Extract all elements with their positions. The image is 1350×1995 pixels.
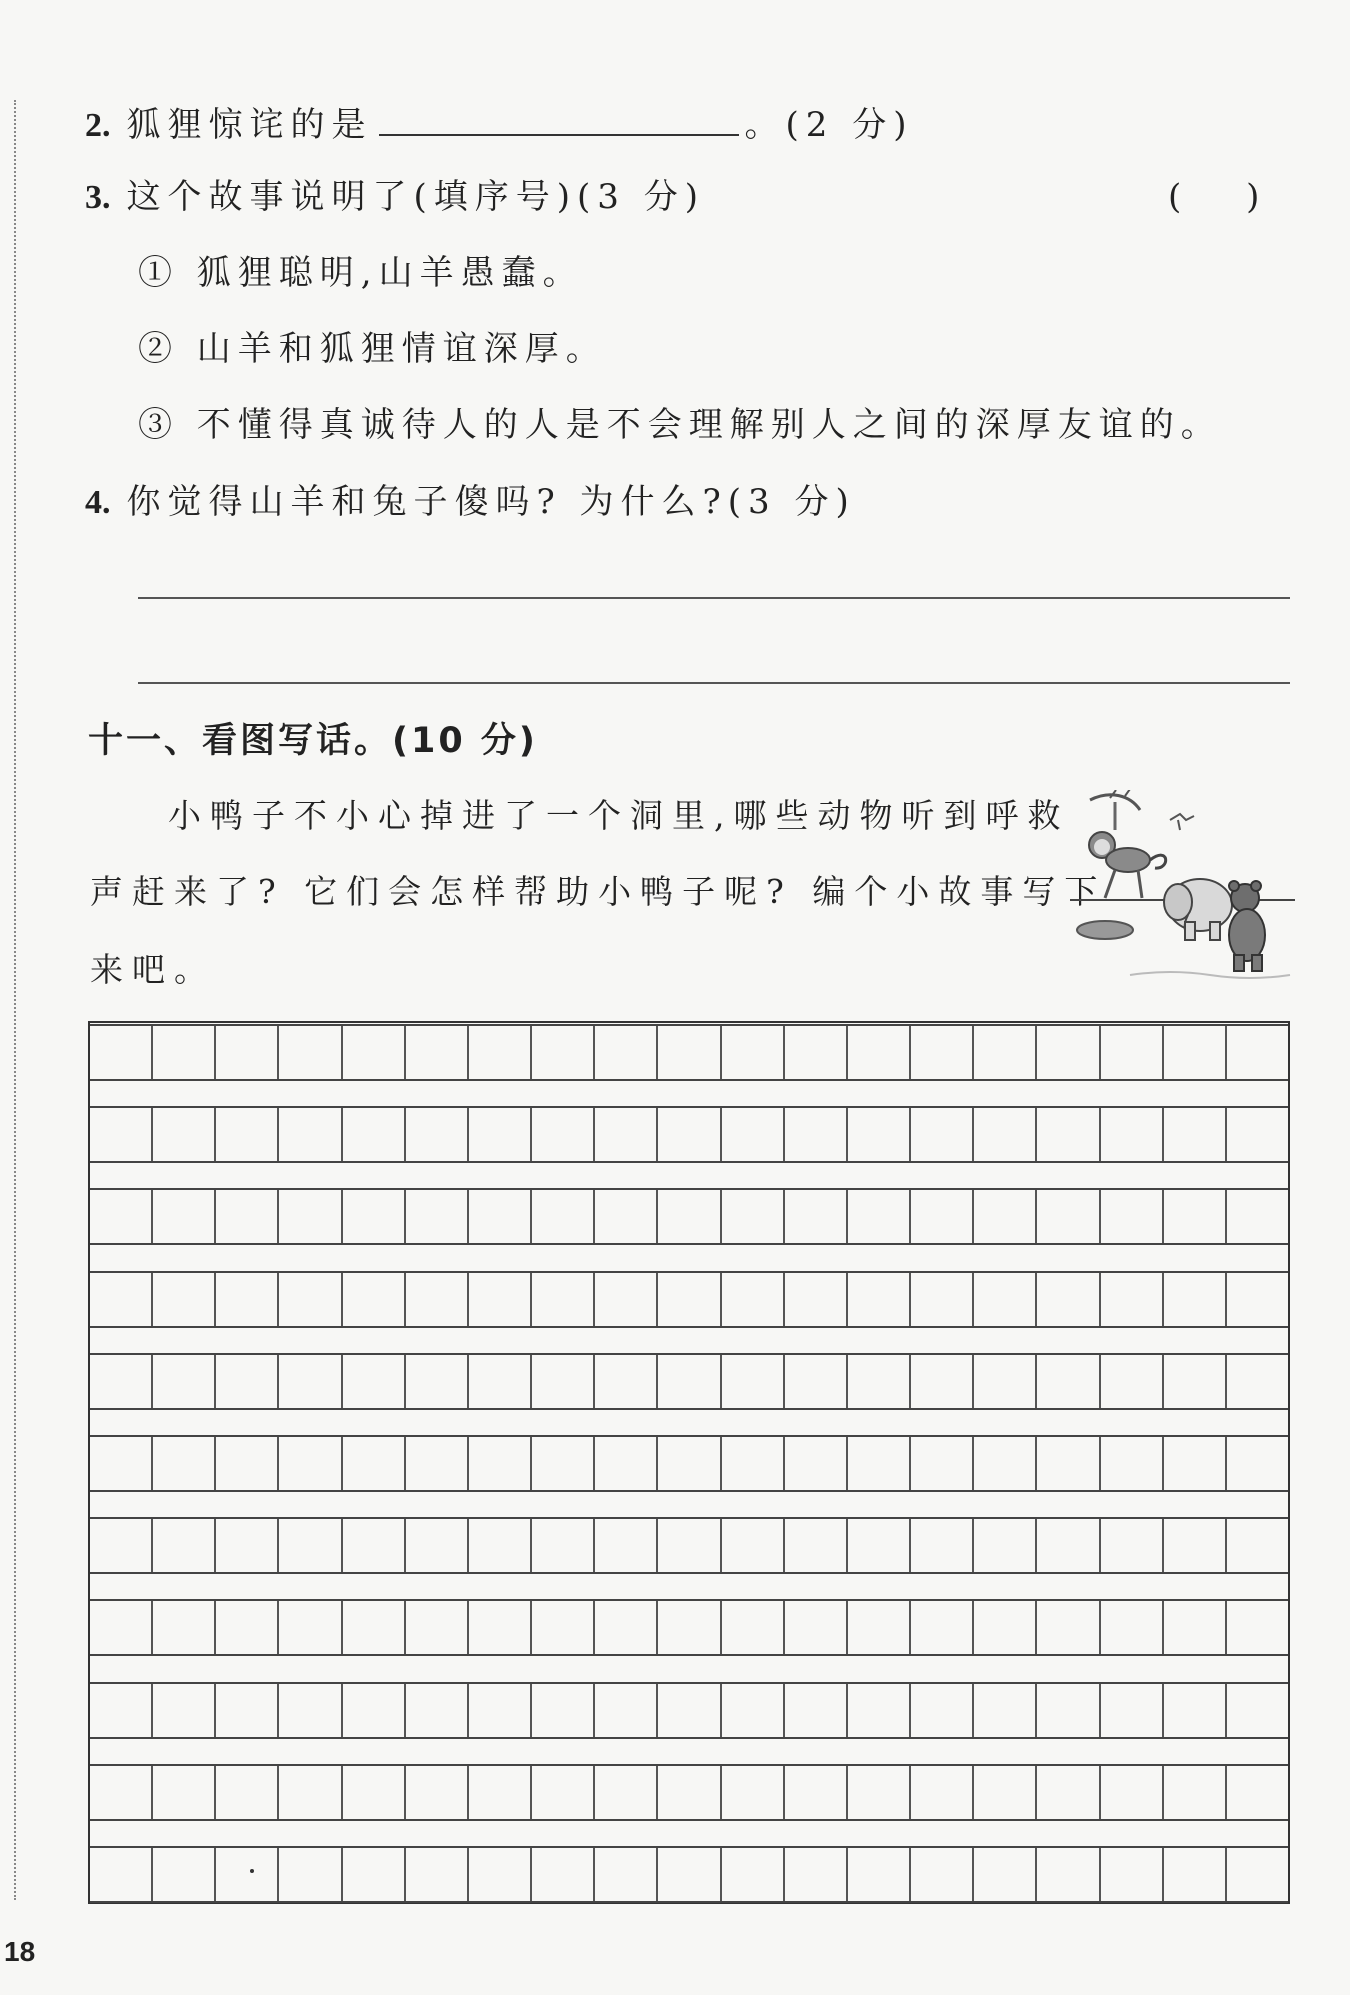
grid-cell[interactable] (279, 1601, 342, 1654)
grid-cell[interactable] (216, 1766, 279, 1819)
grid-cell[interactable] (722, 1026, 785, 1079)
grid-cell[interactable] (532, 1355, 595, 1408)
grid-cell[interactable] (279, 1355, 342, 1408)
grid-cell[interactable] (785, 1848, 848, 1901)
grid-cell[interactable] (469, 1684, 532, 1737)
grid-cell[interactable] (1164, 1355, 1227, 1408)
grid-cell[interactable] (216, 1519, 279, 1572)
grid-cell[interactable] (532, 1273, 595, 1326)
grid-cell[interactable] (785, 1437, 848, 1490)
grid-cell[interactable] (1101, 1190, 1164, 1243)
prompt-line-1: 小鸭子不小心掉进了一个洞里,哪些动物听到呼救 (168, 796, 1070, 835)
grid-cell[interactable] (153, 1437, 216, 1490)
grid-cell[interactable] (279, 1273, 342, 1326)
grid-cell[interactable] (153, 1108, 216, 1161)
grid-cell[interactable] (153, 1766, 216, 1819)
question-2-suffix: 。(2 分) (744, 105, 914, 145)
grid-cell[interactable] (722, 1848, 785, 1901)
grid-cell[interactable] (1227, 1848, 1288, 1901)
grid-cell[interactable] (279, 1026, 342, 1079)
grid-cell[interactable] (658, 1766, 721, 1819)
grid-cell[interactable] (1227, 1355, 1288, 1408)
grid-cell[interactable] (216, 1601, 279, 1654)
grid-cell[interactable] (848, 1273, 911, 1326)
grid-cell[interactable] (1227, 1437, 1288, 1490)
grid-cell[interactable] (911, 1601, 974, 1654)
grid-cell[interactable] (848, 1026, 911, 1079)
grid-cell[interactable] (848, 1437, 911, 1490)
question-2-blank[interactable] (379, 104, 739, 136)
grid-cell[interactable] (90, 1026, 153, 1079)
grid-cell[interactable] (1164, 1026, 1227, 1079)
grid-cell[interactable] (848, 1684, 911, 1737)
grid-cell[interactable] (595, 1190, 658, 1243)
grid-cell[interactable] (90, 1684, 153, 1737)
grid-cell[interactable] (343, 1273, 406, 1326)
grid-cell[interactable] (216, 1273, 279, 1326)
grid-cell[interactable] (722, 1437, 785, 1490)
grid-row[interactable] (90, 1024, 1288, 1081)
grid-cell[interactable] (848, 1601, 911, 1654)
grid-cell[interactable] (469, 1190, 532, 1243)
grid-cell[interactable] (279, 1108, 342, 1161)
grid-cell[interactable] (658, 1601, 721, 1654)
grid-cell[interactable] (279, 1519, 342, 1572)
grid-cell[interactable] (343, 1684, 406, 1737)
grid-cell[interactable] (406, 1766, 469, 1819)
answer-line-2[interactable] (138, 682, 1290, 684)
grid-cell[interactable] (343, 1108, 406, 1161)
grid-cell[interactable] (406, 1108, 469, 1161)
grid-cell[interactable] (595, 1766, 658, 1819)
option-2: ② 山羊和狐狸情谊深厚。 (138, 329, 607, 369)
grid-cell[interactable] (1037, 1848, 1100, 1901)
option-1: ① 狐狸聪明,山羊愚蠢。 (138, 253, 584, 293)
grid-cell[interactable] (532, 1026, 595, 1079)
question-3 (85, 175, 705, 220)
grid-cell[interactable] (153, 1601, 216, 1654)
grid-cell[interactable] (1164, 1437, 1227, 1490)
grid-cell[interactable] (848, 1519, 911, 1572)
grid-cell[interactable] (343, 1437, 406, 1490)
question-3-number: 3. (85, 179, 111, 216)
grid-cell[interactable] (1101, 1026, 1164, 1079)
grid-cell[interactable] (1101, 1684, 1164, 1737)
grid-cell[interactable] (911, 1437, 974, 1490)
grid-cell[interactable] (848, 1108, 911, 1161)
grid-cell[interactable] (469, 1766, 532, 1819)
grid-cell[interactable] (595, 1519, 658, 1572)
grid-cell[interactable] (1227, 1519, 1288, 1572)
grid-cell[interactable] (90, 1519, 153, 1572)
question-2-number: 2. (85, 107, 111, 144)
grid-cell[interactable] (848, 1190, 911, 1243)
section-11-heading: 十一、看图写话。(10 分) (88, 721, 538, 761)
grid-cell[interactable] (279, 1848, 342, 1901)
binding-dotted-line (14, 100, 16, 1900)
grid-row[interactable] (90, 1599, 1288, 1656)
grid-cell[interactable] (658, 1026, 721, 1079)
question-4-number: 4. (85, 484, 111, 521)
grid-cell[interactable] (848, 1355, 911, 1408)
grid-cell[interactable] (974, 1848, 1037, 1901)
grid-cell[interactable] (153, 1190, 216, 1243)
grid-cell[interactable] (658, 1108, 721, 1161)
grid-cell[interactable] (216, 1108, 279, 1161)
writing-grid[interactable] (88, 1021, 1290, 1904)
grid-cell[interactable] (1101, 1437, 1164, 1490)
grid-cell[interactable] (658, 1684, 721, 1737)
grid-cell[interactable] (911, 1519, 974, 1572)
grid-cell[interactable] (974, 1355, 1037, 1408)
grid-cell[interactable] (722, 1519, 785, 1572)
grid-cell[interactable] (343, 1766, 406, 1819)
grid-cell[interactable] (722, 1684, 785, 1737)
grid-cell[interactable] (1164, 1601, 1227, 1654)
grid-cell[interactable] (722, 1273, 785, 1326)
grid-cell[interactable] (279, 1437, 342, 1490)
grid-cell[interactable] (90, 1355, 153, 1408)
grid-cell[interactable] (532, 1601, 595, 1654)
grid-row[interactable] (90, 1764, 1288, 1821)
grid-cell[interactable] (1164, 1848, 1227, 1901)
grid-cell[interactable] (911, 1766, 974, 1819)
grid-cell[interactable] (785, 1026, 848, 1079)
grid-cell[interactable] (153, 1684, 216, 1737)
grid-cell[interactable] (1101, 1273, 1164, 1326)
grid-cell[interactable] (785, 1519, 848, 1572)
grid-row[interactable] (90, 1846, 1288, 1903)
grid-cell[interactable] (469, 1848, 532, 1901)
grid-cell[interactable] (1101, 1766, 1164, 1819)
grid-cell[interactable] (1037, 1519, 1100, 1572)
grid-cell[interactable] (153, 1355, 216, 1408)
grid-cell[interactable] (90, 1108, 153, 1161)
grid-cell[interactable] (785, 1601, 848, 1654)
grid-cell[interactable] (974, 1766, 1037, 1819)
monkey-elephant-bear-icon (1070, 790, 1295, 980)
grid-row[interactable] (90, 1682, 1288, 1739)
grid-cell[interactable] (1101, 1601, 1164, 1654)
grid-cell[interactable] (406, 1190, 469, 1243)
grid-row[interactable] (90, 1353, 1288, 1410)
grid-cell[interactable] (974, 1601, 1037, 1654)
grid-cell[interactable] (406, 1355, 469, 1408)
grid-cell[interactable] (469, 1601, 532, 1654)
grid-cell[interactable] (595, 1437, 658, 1490)
question-4 (85, 480, 856, 525)
grid-cell[interactable] (216, 1190, 279, 1243)
question-4-text: 你觉得山羊和兔子傻吗? 为什么?(3 分) (126, 482, 856, 522)
grid-cell[interactable] (1101, 1848, 1164, 1901)
grid-cell[interactable] (1037, 1601, 1100, 1654)
grid-row[interactable] (90, 1106, 1288, 1163)
grid-cell[interactable] (1037, 1273, 1100, 1326)
grid-cell[interactable] (469, 1519, 532, 1572)
grid-cell[interactable] (279, 1684, 342, 1737)
grid-cell[interactable] (216, 1848, 279, 1901)
grid-cell[interactable] (785, 1684, 848, 1737)
grid-cell[interactable] (343, 1190, 406, 1243)
grid-cell[interactable] (1227, 1273, 1288, 1326)
grid-cell[interactable] (153, 1848, 216, 1901)
grid-cell[interactable] (785, 1355, 848, 1408)
grid-row[interactable] (90, 1435, 1288, 1492)
grid-cell[interactable] (406, 1601, 469, 1654)
grid-cell[interactable] (911, 1190, 974, 1243)
grid-cell[interactable] (848, 1848, 911, 1901)
grid-cell[interactable] (974, 1190, 1037, 1243)
grid-cell[interactable] (406, 1519, 469, 1572)
grid-cell[interactable] (1101, 1108, 1164, 1161)
grid-cell[interactable] (216, 1026, 279, 1079)
grid-cell[interactable] (406, 1437, 469, 1490)
grid-cell[interactable] (1037, 1355, 1100, 1408)
page-number: 18 (4, 1936, 36, 1967)
grid-cell[interactable] (469, 1355, 532, 1408)
answer-line-1[interactable] (138, 597, 1290, 599)
grid-cell[interactable] (279, 1190, 342, 1243)
prompt-line-2: 声赶来了? 它们会怎样帮助小鸭子呢? 编个小故事写下 (90, 872, 1107, 911)
grid-cell[interactable] (90, 1437, 153, 1490)
grid-cell[interactable] (1164, 1108, 1227, 1161)
grid-cell[interactable] (595, 1684, 658, 1737)
grid-cell[interactable] (216, 1355, 279, 1408)
grid-row[interactable] (90, 1188, 1288, 1245)
grid-cell[interactable] (785, 1190, 848, 1243)
grid-cell[interactable] (911, 1684, 974, 1737)
grid-cell[interactable] (1037, 1437, 1100, 1490)
grid-cell[interactable] (595, 1848, 658, 1901)
grid-cell[interactable] (216, 1684, 279, 1737)
grid-cell[interactable] (974, 1108, 1037, 1161)
grid-cell[interactable] (974, 1519, 1037, 1572)
grid-cell[interactable] (153, 1273, 216, 1326)
grid-cell[interactable] (406, 1848, 469, 1901)
grid-cell[interactable] (911, 1848, 974, 1901)
grid-cell[interactable] (658, 1355, 721, 1408)
grid-cell[interactable] (595, 1108, 658, 1161)
grid-cell[interactable] (406, 1684, 469, 1737)
grid-cell[interactable] (343, 1519, 406, 1572)
grid-cell[interactable] (1037, 1766, 1100, 1819)
grid-cell[interactable] (1164, 1684, 1227, 1737)
grid-cell[interactable] (785, 1273, 848, 1326)
grid-cell[interactable] (343, 1601, 406, 1654)
grid-cell[interactable] (974, 1273, 1037, 1326)
grid-cell[interactable] (1227, 1108, 1288, 1161)
grid-cell[interactable] (595, 1601, 658, 1654)
grid-cell[interactable] (1227, 1766, 1288, 1819)
grid-cell[interactable] (1037, 1108, 1100, 1161)
grid-cell[interactable] (722, 1601, 785, 1654)
option-3: ③ 不懂得真诚待人的人是不会理解别人之间的深厚友谊的。 (138, 405, 1222, 445)
pencil-dot (250, 1869, 254, 1873)
question-2 (85, 103, 913, 148)
grid-cell[interactable] (406, 1273, 469, 1326)
grid-cell[interactable] (974, 1684, 1037, 1737)
grid-row[interactable] (90, 1517, 1288, 1574)
grid-cell[interactable] (911, 1355, 974, 1408)
question-2-prefix: 狐狸惊诧的是 (126, 105, 373, 145)
grid-cell[interactable] (90, 1273, 153, 1326)
grid-cell[interactable] (722, 1766, 785, 1819)
grid-cell[interactable] (532, 1190, 595, 1243)
grid-cell[interactable] (722, 1190, 785, 1243)
grid-cell[interactable] (1227, 1684, 1288, 1737)
grid-cell[interactable] (469, 1273, 532, 1326)
grid-cell[interactable] (658, 1519, 721, 1572)
grid-cell[interactable] (343, 1355, 406, 1408)
grid-cell[interactable] (90, 1848, 153, 1901)
grid-cell[interactable] (658, 1848, 721, 1901)
grid-cell[interactable] (974, 1026, 1037, 1079)
grid-cell[interactable] (1101, 1355, 1164, 1408)
grid-cell[interactable] (911, 1026, 974, 1079)
grid-cell[interactable] (469, 1108, 532, 1161)
grid-cell[interactable] (343, 1848, 406, 1901)
grid-cell[interactable] (532, 1766, 595, 1819)
grid-cell[interactable] (1164, 1190, 1227, 1243)
grid-cell[interactable] (658, 1437, 721, 1490)
grid-cell[interactable] (785, 1108, 848, 1161)
grid-cell[interactable] (469, 1026, 532, 1079)
grid-cell[interactable] (1227, 1601, 1288, 1654)
grid-cell[interactable] (911, 1108, 974, 1161)
grid-cell[interactable] (974, 1437, 1037, 1490)
grid-cell[interactable] (216, 1437, 279, 1490)
grid-cell[interactable] (848, 1766, 911, 1819)
grid-cell[interactable] (532, 1437, 595, 1490)
grid-cell[interactable] (595, 1026, 658, 1079)
grid-cell[interactable] (595, 1273, 658, 1326)
grid-cell[interactable] (90, 1601, 153, 1654)
grid-cell[interactable] (595, 1355, 658, 1408)
grid-cell[interactable] (532, 1108, 595, 1161)
grid-cell[interactable] (532, 1684, 595, 1737)
grid-row[interactable] (90, 1271, 1288, 1328)
grid-cell[interactable] (658, 1273, 721, 1326)
grid-cell[interactable] (1037, 1684, 1100, 1737)
grid-cell[interactable] (532, 1519, 595, 1572)
grid-cell[interactable] (1164, 1519, 1227, 1572)
grid-cell[interactable] (469, 1437, 532, 1490)
grid-cell[interactable] (279, 1766, 342, 1819)
grid-cell[interactable] (785, 1766, 848, 1819)
grid-cell[interactable] (532, 1848, 595, 1901)
question-3-text: 这个故事说明了(填序号)(3 分) (126, 177, 705, 217)
grid-cell[interactable] (90, 1766, 153, 1819)
grid-cell[interactable] (722, 1108, 785, 1161)
grid-cell[interactable] (406, 1026, 469, 1079)
prompt-line-3: 来吧。 (90, 950, 216, 989)
grid-cell[interactable] (1227, 1190, 1288, 1243)
grid-cell[interactable] (658, 1190, 721, 1243)
grid-cell[interactable] (1164, 1766, 1227, 1819)
answer-parentheses[interactable]: ( ) (1168, 177, 1260, 217)
grid-cell[interactable] (1037, 1026, 1100, 1079)
grid-cell[interactable] (1227, 1026, 1288, 1079)
grid-cell[interactable] (1101, 1519, 1164, 1572)
grid-cell[interactable] (90, 1190, 153, 1243)
grid-cell[interactable] (153, 1519, 216, 1572)
grid-cell[interactable] (722, 1355, 785, 1408)
grid-cell[interactable] (1037, 1190, 1100, 1243)
grid-cell[interactable] (911, 1273, 974, 1326)
grid-cell[interactable] (153, 1026, 216, 1079)
grid-cell[interactable] (1164, 1273, 1227, 1326)
grid-cell[interactable] (343, 1026, 406, 1079)
